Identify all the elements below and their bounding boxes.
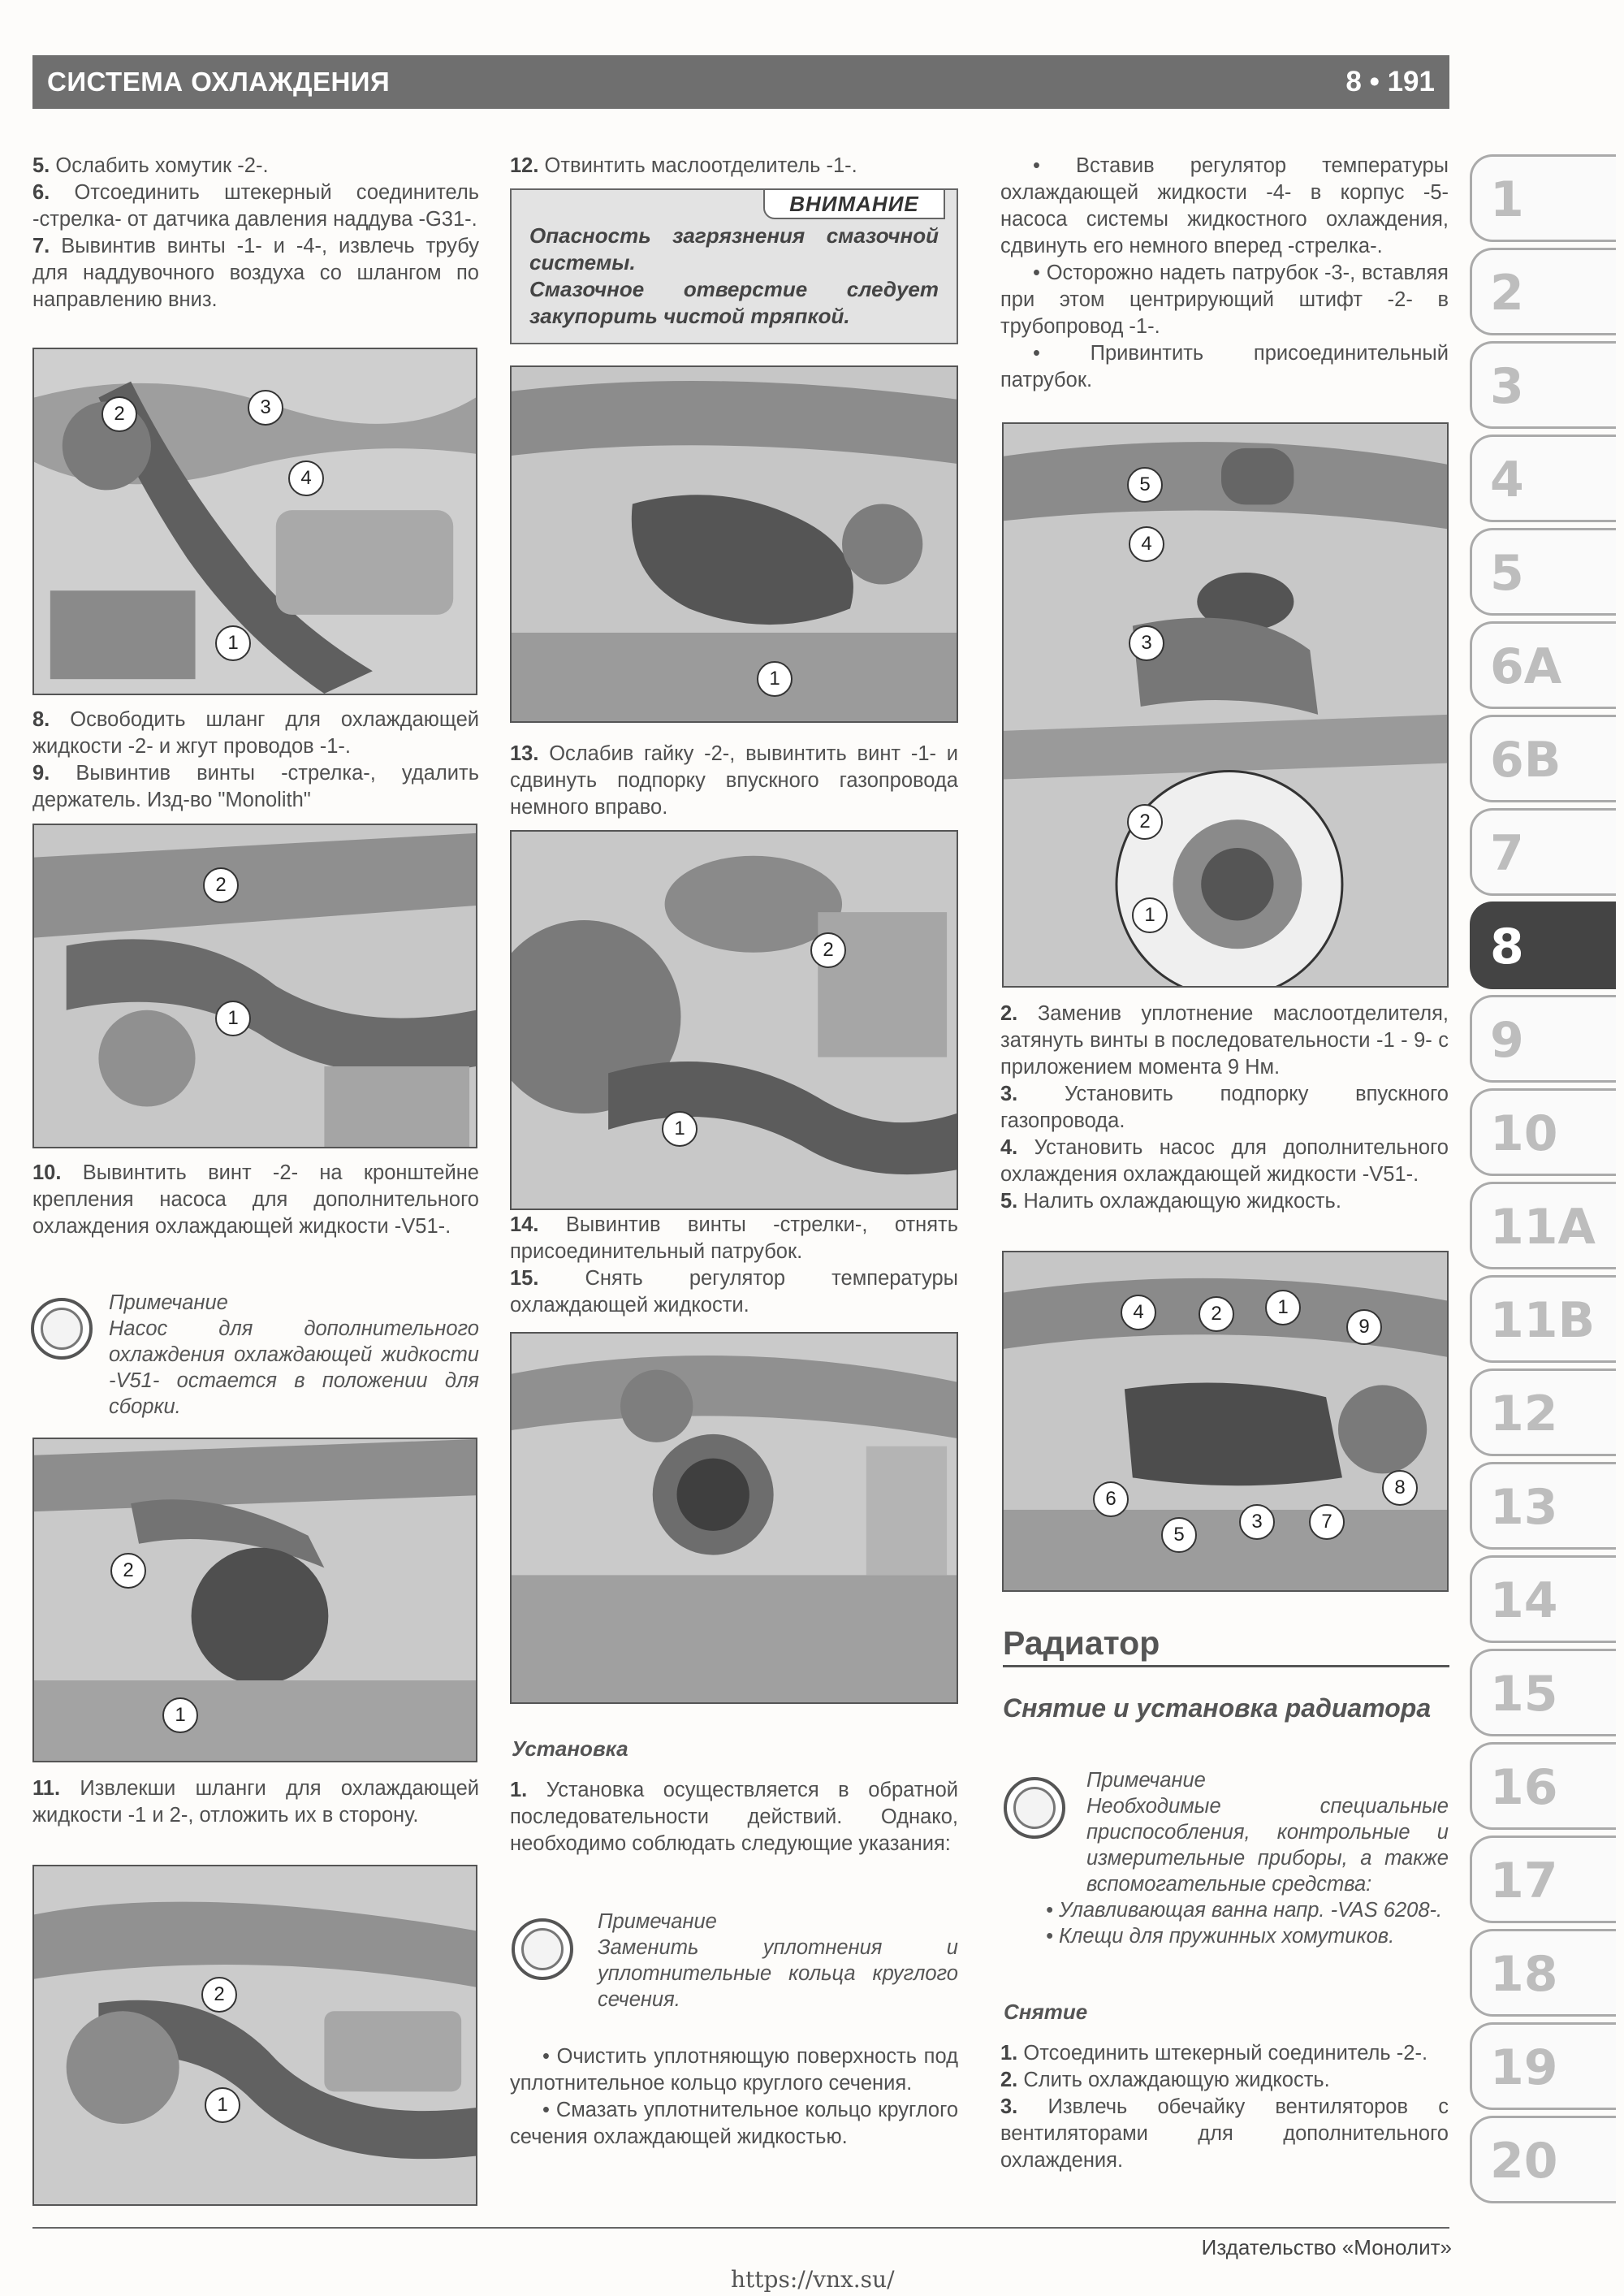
callout-2: 2 — [203, 867, 239, 903]
tab-19[interactable]: 19 — [1470, 2022, 1616, 2110]
col2-install-1 — [510, 1777, 958, 1857]
callout-3: 3 — [1129, 625, 1164, 661]
warning-label: ВНИМАНИЕ — [763, 188, 945, 219]
col2-step-12 — [510, 153, 958, 179]
col3-note-bullets — [1004, 1897, 1449, 1949]
step-7: 7. Вывинтив винты -1- и -4-, извлечь трубу для наддувочного воздуха со шлангом по направлению вниз. — [32, 235, 479, 311]
callout-9: 9 — [1346, 1309, 1382, 1345]
callout-4: 4 — [1129, 526, 1164, 562]
step-5: 5. Налить охлаждающую жидкость. — [1000, 1190, 1341, 1213]
tab-11a[interactable]: 11A — [1470, 1182, 1616, 1269]
note-bullet-1: • Улавливающая ванна напр. -VAS 6208-. — [1046, 1899, 1443, 1922]
callout-1: 1 — [215, 625, 251, 661]
tab-6a[interactable]: 6A — [1470, 621, 1616, 709]
lightbulb-icon — [1004, 1777, 1065, 1839]
note-title: Примечание — [598, 1910, 717, 1933]
callout-4: 4 — [288, 460, 324, 496]
step-9: 9. Вывинтив винты -стрелка-, удалить держатель. Изд-во "Monolith" — [32, 762, 479, 811]
step-8: 8. Освободить шланг для охлаждающей жидкости -2- и жгут проводов -1-. — [32, 708, 479, 758]
note-title: Примечание — [109, 1291, 228, 1314]
tab-1[interactable]: 1 — [1470, 154, 1616, 242]
tab-7[interactable]: 7 — [1470, 808, 1616, 896]
callout-6: 6 — [1093, 1481, 1129, 1517]
photo-intake-support — [510, 830, 958, 1210]
subsection-heading: Снятие и установка радиатора — [1003, 1693, 1432, 1723]
tab-9[interactable]: 9 — [1470, 995, 1616, 1083]
photo-thermostat — [510, 1332, 958, 1704]
callout-4: 4 — [1121, 1295, 1156, 1330]
callout-5: 5 — [1127, 467, 1163, 503]
tab-16[interactable]: 16 — [1470, 1742, 1616, 1830]
tab-12[interactable]: 12 — [1470, 1369, 1616, 1456]
callout-1: 1 — [1132, 897, 1168, 933]
photo-coolant-hoses — [32, 1865, 477, 2206]
callout-1: 1 — [162, 1697, 198, 1733]
callout-1: 1 — [215, 1001, 251, 1036]
tab-18[interactable]: 18 — [1470, 1929, 1616, 2017]
col2-step-13 — [510, 741, 958, 821]
tab-8[interactable]: 8 — [1470, 902, 1616, 989]
removal-heading: Снятие — [1004, 2000, 1088, 2024]
step-12: 12. Отвинтить маслоотделитель -1-. — [510, 154, 857, 177]
col3-steps — [1000, 1001, 1449, 1215]
step-14: 14. Вывинтив винты -стрелки-, отнять присоединительный патрубок. — [510, 1213, 958, 1263]
step-6: 6. Отсоединить штекерный соединитель -стрелка- от датчика давления наддува -G31-. — [32, 181, 479, 231]
warning-body: Опасность загрязнения смазочной системы. Смазочное отверстие следует закупорить чистой тряпкой. — [529, 223, 939, 328]
tab-4[interactable]: 4 — [1470, 435, 1616, 522]
removal-step-2: 2. Слить охлаждающую жидкость. — [1000, 2069, 1330, 2091]
install-step-1: 1. Установка осуществляется в обратной последовательности действий. Однако, необходимо соблюдать следующие указания: — [510, 1779, 958, 1855]
col1-intro — [32, 153, 479, 313]
install-heading: Установка — [512, 1736, 628, 1761]
step-2: 2. Заменив уплотнение маслоотделителя, затянуть винты в последовательности -1 - 9- с приложением момента 9 Нм. — [1000, 1002, 1449, 1079]
publisher: Издательство «Монолит» — [1201, 2235, 1452, 2259]
photo-pump — [32, 1438, 477, 1762]
step-15: 15. Снять регулятор температуры охлаждающей жидкости. — [510, 1267, 958, 1317]
callout-1: 1 — [205, 2087, 240, 2123]
section-heading: Радиатор — [1003, 1624, 1160, 1662]
col1-steps-8-9 — [32, 707, 479, 814]
lightbulb-icon — [512, 1918, 573, 1980]
removal-step-3: 3. Извлечь обечайку вентиляторов с вентиляторами для дополнительного охлаждения. — [1000, 2095, 1449, 2172]
callout-1: 1 — [757, 661, 793, 697]
source-url[interactable]: https://vnx.su/ — [731, 2266, 895, 2293]
tab-14[interactable]: 14 — [1470, 1555, 1616, 1643]
col3-note-title: Примечание — [1086, 1769, 1206, 1792]
note-bullet-2: • Клещи для пружинных хомутиков. — [1046, 1925, 1395, 1948]
tab-17[interactable]: 17 — [1470, 1836, 1616, 1923]
note-body: Заменить уплотнения и уплотнительные кольца круглого сечения. — [598, 1936, 958, 2011]
removal-step-1: 1. Отсоединить штекерный соединитель -2-. — [1000, 2042, 1428, 2065]
bullet-1: • Вставив регулятор температуры охлаждающей жидкости -4- в корпус -5- насоса системы жидкостного охлаждения, сдвинуть его немного вперед -стрелка-. — [1000, 154, 1449, 257]
photo-oil-separator — [510, 365, 958, 723]
col2-bullets — [510, 2043, 958, 2151]
col1-step-11 — [32, 1775, 479, 1829]
step-5: 5. Ослабить хомутик -2-. — [32, 154, 269, 177]
callout-2: 2 — [810, 932, 846, 968]
step-10: 10. Вывинтить винт -2- на кронштейне крепления насоса для дополнительного охлаждения охлаждающей жидкости -V51-. — [32, 1161, 479, 1238]
callout-1: 1 — [662, 1111, 698, 1147]
bullet-3: • Привинтить присоединительный патрубок. — [1000, 342, 1449, 391]
step-13: 13. Ослабив гайку -2-, вывинтить винт -1- и сдвинуть подпорку впускного газопровода немного вправо. — [510, 742, 958, 819]
callout-5: 5 — [1161, 1517, 1197, 1553]
footer-rule — [32, 2227, 1449, 2229]
step-3: 3. Установить подпорку впускного газопровода. — [1000, 1083, 1449, 1132]
tab-20[interactable]: 20 — [1470, 2116, 1616, 2203]
callout-2: 2 — [201, 1977, 237, 2013]
tab-10[interactable]: 10 — [1470, 1088, 1616, 1176]
col1-note — [109, 1290, 479, 1420]
tab-13[interactable]: 13 — [1470, 1462, 1616, 1550]
page-header — [32, 55, 1449, 109]
callout-2: 2 — [1127, 804, 1163, 840]
tab-5[interactable]: 5 — [1470, 528, 1616, 616]
page-number: 8 • 191 — [1345, 66, 1435, 97]
step-4: 4. Установить насос для дополнительного охлаждения охлаждающей жидкости -V51-. — [1000, 1136, 1449, 1186]
col3-removal-steps — [1000, 2040, 1449, 2174]
warning-box — [510, 188, 958, 344]
section-title: СИСТЕМА ОХЛАЖДЕНИЯ — [47, 67, 391, 97]
callout-2: 2 — [110, 1553, 146, 1589]
step-11: 11. Извлекши шланги для охлаждающей жидкости -1 и 2-, отложить их в сторону. — [32, 1777, 480, 1827]
col2-note — [598, 1909, 958, 2013]
tab-15[interactable]: 15 — [1470, 1649, 1616, 1736]
col1-step-10 — [32, 1160, 479, 1240]
callout-3: 3 — [1239, 1504, 1275, 1540]
col3-note-body: Необходимые специальные приспособления, контрольные и измерительные приборы, а также вспомогательные средства: — [1086, 1795, 1449, 1896]
note-body: Насос для дополнительного охлаждения охлаждающей жидкости -V51- остается в положении для сборки. — [109, 1317, 479, 1418]
col2-steps-14-15 — [510, 1212, 958, 1319]
bullet-1: • Очистить уплотняющую поверхность под уплотнительное кольцо круглого сечения. — [510, 2045, 958, 2095]
callout-1: 1 — [1265, 1290, 1301, 1325]
photo-hose-bracket — [32, 824, 477, 1148]
callout-2: 2 — [1199, 1296, 1234, 1332]
tab-3[interactable]: 3 — [1470, 341, 1616, 429]
tab-6b[interactable]: 6B — [1470, 715, 1616, 802]
tab-11b[interactable]: 11B — [1470, 1275, 1616, 1363]
section-rule — [1003, 1665, 1449, 1667]
bullet-2: • Осторожно надеть патрубок -3-, вставляя при этом центрирующий штифт -2- в трубопровод -1-. — [1000, 262, 1449, 338]
photo-thermostat-install — [1002, 422, 1449, 988]
callout-7: 7 — [1309, 1504, 1345, 1540]
bullet-2: • Смазать уплотнительное кольцо круглого сечения охлаждающей жидкостью. — [510, 2099, 958, 2148]
tab-2[interactable]: 2 — [1470, 248, 1616, 335]
col3-bullets — [1000, 153, 1449, 394]
callout-3: 3 — [248, 390, 283, 426]
callout-8: 8 — [1382, 1470, 1418, 1506]
callout-2: 2 — [102, 396, 137, 432]
lightbulb-icon — [31, 1298, 93, 1360]
